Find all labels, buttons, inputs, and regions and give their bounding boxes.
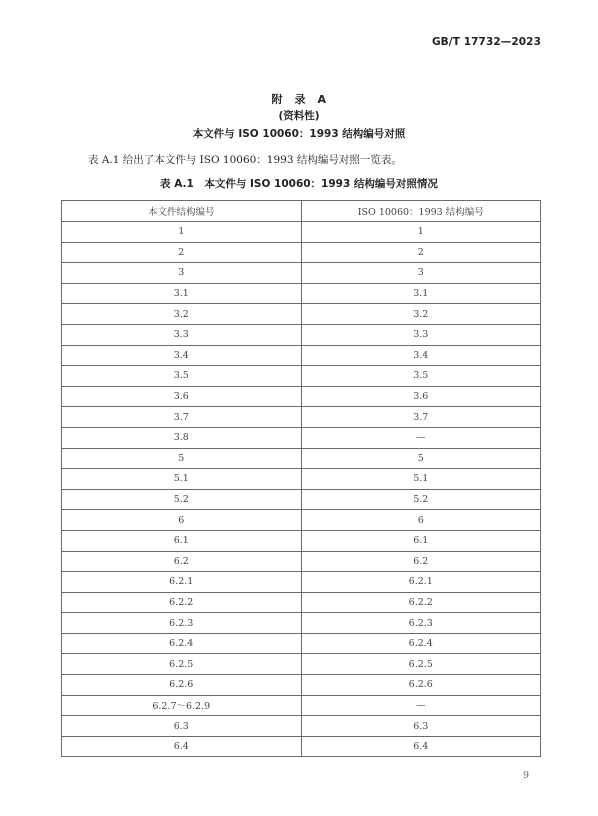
- cell-iso-number: 5.1: [301, 469, 541, 490]
- column-header-iso: ISO 10060：1993 结构编号: [301, 201, 541, 222]
- cell-this-document-number: 6.2.7～6.2.9: [62, 695, 302, 716]
- cell-this-document-number: 3.6: [62, 386, 302, 407]
- cell-this-document-number: 3.8: [62, 427, 302, 448]
- table-row: [62, 283, 541, 304]
- cell-this-document-number: 5.2: [62, 489, 302, 510]
- table-row: [62, 242, 541, 263]
- cell-this-document-number: 5.1: [62, 469, 302, 490]
- cell-iso-number: 3.1: [301, 283, 541, 304]
- cell-this-document-number: 6.4: [62, 736, 302, 757]
- cell-this-document-number: 3.7: [62, 407, 302, 428]
- cell-iso-number: 3: [301, 263, 541, 284]
- cell-iso-number: 6: [301, 510, 541, 531]
- table-row: [62, 263, 541, 284]
- table-row: [62, 530, 541, 551]
- cell-this-document-number: 6: [62, 510, 302, 531]
- annex-title: 附 录 A: [271, 93, 327, 106]
- table-row: [62, 427, 541, 448]
- cell-iso-number: 1: [301, 222, 541, 243]
- cell-this-document-number: 3: [62, 263, 302, 284]
- table-row: [62, 407, 541, 428]
- table-row: [62, 489, 541, 510]
- table-row: [62, 592, 541, 613]
- table-caption: 表 A.1 本文件与 ISO 10060：1993 结构编号对照情况: [160, 178, 438, 190]
- table-row: [62, 510, 541, 531]
- table-row: [62, 324, 541, 345]
- table-row: [62, 572, 541, 593]
- cell-this-document-number: 6.2: [62, 551, 302, 572]
- table-row: [62, 613, 541, 634]
- comparison-table: [61, 200, 541, 757]
- table-header-row: [62, 201, 541, 222]
- cell-iso-number: 6.2.2: [301, 592, 541, 613]
- table-body: [62, 222, 541, 757]
- cell-this-document-number: 3.1: [62, 283, 302, 304]
- cell-iso-number: —: [301, 427, 541, 448]
- cell-this-document-number: 3.3: [62, 324, 302, 345]
- annex-heading: 本文件与 ISO 10060：1993 结构编号对照: [192, 128, 406, 140]
- table-row: [62, 222, 541, 243]
- table-row: [62, 695, 541, 716]
- table-row: [62, 716, 541, 737]
- column-header-this-document: 本文件结构编号: [62, 201, 302, 222]
- table-row: [62, 736, 541, 757]
- cell-this-document-number: 5: [62, 448, 302, 469]
- table-row: [62, 304, 541, 325]
- cell-iso-number: 6.2.4: [301, 633, 541, 654]
- table-row: [62, 366, 541, 387]
- cell-iso-number: 5: [301, 448, 541, 469]
- cell-iso-number: 3.6: [301, 386, 541, 407]
- cell-iso-number: 6.2.6: [301, 675, 541, 696]
- page-number: 9: [523, 770, 530, 781]
- cell-this-document-number: 6.3: [62, 716, 302, 737]
- cell-this-document-number: 6.2.5: [62, 654, 302, 675]
- table-row: [62, 469, 541, 490]
- cell-iso-number: 6.3: [301, 716, 541, 737]
- cell-this-document-number: 6.2.1: [62, 572, 302, 593]
- cell-iso-number: 6.2: [301, 551, 541, 572]
- table-row: [62, 345, 541, 366]
- cell-iso-number: 6.2.5: [301, 654, 541, 675]
- cell-this-document-number: 1: [62, 222, 302, 243]
- cell-this-document-number: 6.2.6: [62, 675, 302, 696]
- cell-this-document-number: 3.5: [62, 366, 302, 387]
- cell-iso-number: 3.2: [301, 304, 541, 325]
- cell-this-document-number: 3.2: [62, 304, 302, 325]
- cell-iso-number: 5.2: [301, 489, 541, 510]
- cell-iso-number: 3.7: [301, 407, 541, 428]
- table-row: [62, 448, 541, 469]
- cell-this-document-number: 6.2.2: [62, 592, 302, 613]
- table-row: [62, 654, 541, 675]
- table-row: [62, 386, 541, 407]
- cell-iso-number: 2: [301, 242, 541, 263]
- table-row: [62, 551, 541, 572]
- standard-code: GB/T 17732—2023: [431, 36, 541, 48]
- cell-iso-number: 3.3: [301, 324, 541, 345]
- cell-this-document-number: 3.4: [62, 345, 302, 366]
- cell-this-document-number: 6.2.4: [62, 633, 302, 654]
- table-row: [62, 675, 541, 696]
- table-row: [62, 633, 541, 654]
- cell-iso-number: 3.4: [301, 345, 541, 366]
- cell-iso-number: 6.1: [301, 530, 541, 551]
- cell-iso-number: —: [301, 695, 541, 716]
- intro-text: 表 A.1 给出了本文件与 ISO 10060：1993 结构编号对照一览表。: [88, 154, 402, 166]
- cell-iso-number: 6.2.3: [301, 613, 541, 634]
- cell-this-document-number: 6.1: [62, 530, 302, 551]
- cell-this-document-number: 2: [62, 242, 302, 263]
- cell-iso-number: 3.5: [301, 366, 541, 387]
- cell-this-document-number: 6.2.3: [62, 613, 302, 634]
- annex-subtitle: (资料性): [278, 110, 320, 122]
- cell-iso-number: 6.4: [301, 736, 541, 757]
- cell-iso-number: 6.2.1: [301, 572, 541, 593]
